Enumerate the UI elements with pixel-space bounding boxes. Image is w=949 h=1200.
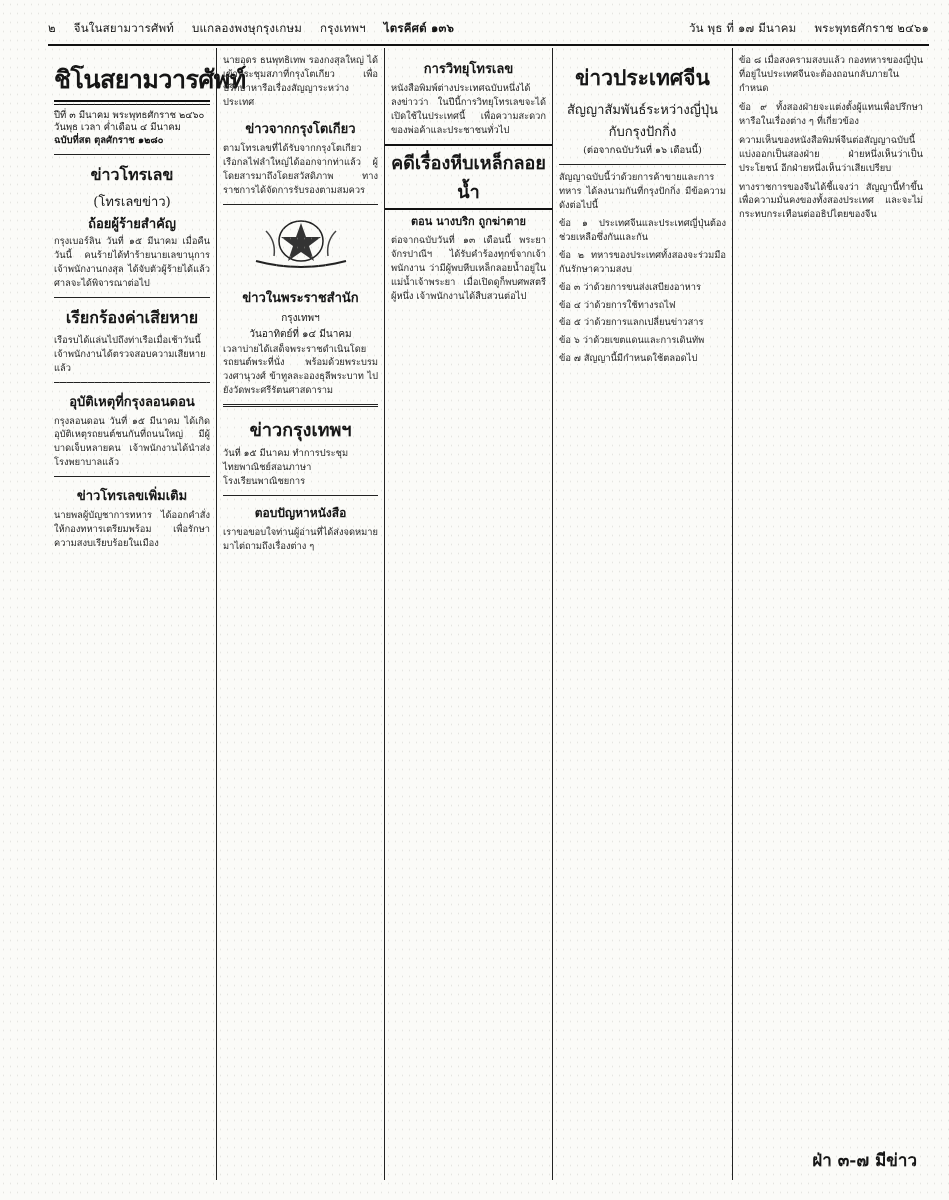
article-text: หนังสือพิมพ์ต่างประเทศฉบับหนึ่งได้ลงข่าวว่า ในปีนี้การวิทยุโทรเลขจะได้เปิดใช้ในประเทศนี้ เพื่อความสะดวกของพ่อค้าและประชาชนทั่วไป [391, 83, 546, 136]
divider [54, 476, 210, 477]
article-clause: ข้อ ๔ ว่าด้วยการใช้ทางรถไฟ [559, 299, 676, 311]
section-title: ข่าวกรุงเทพฯ [249, 420, 352, 442]
divider [54, 382, 210, 383]
article-text: ความเห็นของหนังสือพิมพ์จีนต่อสัญญาฉบับนี้ แบ่งออกเป็นสองฝ่าย ฝ่ายหนึ่งเห็นว่าเป็นประโยชน์ อีกฝ่ายหนึ่งเห็นว่าเสียเปรียบ [739, 134, 923, 174]
court-date: วันอาทิตย์ที่ ๑๔ มีนาคม [249, 328, 352, 340]
issue-year: พระพุทธศักราช ๒๔๖๑ [814, 21, 929, 35]
section-continuation: (ต่อจากฉบับวันที่ ๑๖ เดือนนี้) [583, 145, 702, 156]
running-head [48, 18, 929, 40]
top-rule [48, 44, 929, 46]
list-item: วันที่ ๑๕ มีนาคม ทำการประชุม [223, 448, 349, 460]
issue-line-3: ฉบับที่สต ตุลศักราช ๑๒๘๐ [54, 135, 164, 147]
article-text: เวลาบ่ายได้เสด็จพระราชดำเนินโดยรถยนต์พระที่นั่ง พร้อมด้วยพระบรมวงศานุวงศ์ ข้าทูลละอองธุลีพระบาท ไปยังวัดพระศรีรัตนศาสดาราม [223, 343, 378, 397]
city: กรุงเทพฯ [320, 21, 366, 35]
running-head-right [689, 20, 929, 38]
continued-note: ฝ่า ๓-๗ มีข่าว [812, 1151, 917, 1171]
section-title: ข่าวประเทศจีน [575, 65, 710, 90]
royal-emblem-icon [226, 211, 376, 281]
divider [223, 495, 378, 496]
column-2 [216, 48, 384, 1180]
article-text: ตามโทรเลขที่ได้รับจากกรุงโตเกียว เรือกลไฟลำใหญ่ได้ออกจากท่าแล้ว ผู้โดยสารมาถึงโดยสวัสดิภาพ ทางราชการได้จัดการรับรองตามสมควร [223, 142, 378, 196]
section-subtitle: สัญญาสัมพันธ์ระหว่างญี่ปุ่น [567, 103, 718, 118]
section-subtitle-2: กับกรุงปักกิ่ง [608, 125, 677, 140]
printer-name: บแกลองพงษุกรุงเกษม [192, 21, 303, 35]
serial-byline: ตอน นางบริก ถูกฆ่าตาย [411, 214, 526, 228]
serial-title: คดีเรื่องหีบเหล็กลอยน้ำ [385, 144, 552, 210]
article-text: สัญญาฉบับนี้ว่าด้วยการค้าขายและการทหาร ได้ลงนามกันที่กรุงปักกิ่ง มีข้อความดังต่อไปนี้ [559, 172, 726, 211]
section-title: ตอบปัญหาหนังสือ [254, 506, 347, 521]
article-clause: ข้อ ๓ ว่าด้วยการขนส่งเสบียงอาหาร [559, 281, 702, 293]
issue-number: ไตรคีศต์ ๑๓๖ [383, 21, 455, 35]
article-text: ข้อ ๘ เมื่อสงครามสงบแล้ว กองทหารของญี่ปุ่นที่อยู่ในประเทศจีนจะต้องถอนกลับภายในกำหนด [739, 55, 923, 94]
article-text: กรุงลอนดอน วันที่ ๑๕ มีนาคม ได้เกิดอุบัติเหตุรถยนต์ชนกันที่ถนนใหญ่ มีผู้บาดเจ็บหลายคน เจ้าพนักงานได้นำส่งโรงพยาบาลแล้ว [54, 415, 210, 469]
page-number: ๒ [48, 21, 56, 35]
issue-line-2: วันพุธ เวลา ค่ำเดือน ๔ มีนาคม [54, 122, 181, 134]
court-place: กรุงเทพฯ [281, 312, 320, 324]
article-text: ต่อจากฉบับวันที่ ๑๓ เดือนนี้ พระยาจักรปาณีฯ ได้รับคำร้องทุกข์จากเจ้าพนักงาน ว่ามีผู้พบหีบเหล็กลอยน้ำอยู่ในแม่น้ำเจ้าพระยา เมื่อเปิดดูก็พบศพสตรีผู้หนึ่ง เจ้าพนักงานได้สืบสวนต่อไป [391, 234, 546, 302]
article-clause: ข้อ ๑ ประเทศจีนและประเทศญี่ปุ่นต้องช่วยเหลือซึ่งกันและกัน [559, 217, 726, 243]
article-text: นายพลผู้บัญชาการทหาร ได้ออกคำสั่งให้กองทหารเตรียมพร้อม เพื่อรักษาความสงบเรียบร้อยในเมือง [54, 510, 210, 550]
section-title: ข่าวโทรเลขเพิ่มเติม [76, 489, 188, 505]
masthead-rule [54, 100, 210, 105]
list-item: โรงเรียนพาณิชยการ [223, 476, 306, 488]
section-title: การวิทยุโทรเลข [423, 62, 514, 77]
issue-date: วัน พุธ ที่ ๑๗ มีนาคม [688, 21, 797, 35]
article-text: นายอุดร ธนพุทธิเทพ รองกงสุลใหญ่ ได้เข้าประชุมสภาที่กรุงโตเกียว เพื่อปรึกษาหารือเรื่องสัญญาระหว่างประเทศ [223, 55, 378, 108]
column-5 [732, 48, 929, 1180]
court-news-title: ข่าวในพระราชสำนัก [242, 290, 359, 306]
article-clause: ข้อ ๒ ทหารของประเทศทั้งสองจะร่วมมือกันรักษาความสงบ [559, 249, 726, 275]
divider [54, 154, 210, 155]
masthead-title: ชิโนสยามวารศัพท์ [54, 65, 246, 94]
article-clause: ข้อ ๕ ว่าด้วยการแลกเปลี่ยนข่าวสาร [559, 317, 704, 329]
article-clause: ข้อ ๗ สัญญานี้มีกำหนดใช้ตลอดไป [559, 353, 698, 365]
issue-line-1: ปีที่ ๓ มีนาคม พระพุทธศักราช ๒๔๖๐ [54, 109, 205, 121]
list-item: ไทยพาณิชย์สอนภาษา [223, 462, 312, 474]
article-text: กรุงเบอร์ลิน วันที่ ๑๕ มีนาคม เมื่อคืนวันนี้ คนร้ายได้ทำร้ายนายเลขานุการ เจ้าพนักงานกงสุล ได้จับตัวผู้ร้ายได้แล้ว ศาลจะได้พิจารณาต่อไป [54, 235, 210, 289]
columns [48, 48, 929, 1180]
divider [223, 204, 378, 205]
divider [559, 164, 726, 165]
section-title: อุบัติเหตุที่กรุงลอนดอน [69, 394, 195, 410]
article-text: เราขอขอบใจท่านผู้อ่านที่ได้ส่งจดหมายมาไต่ถามถึงเรื่องต่าง ๆ [223, 527, 378, 552]
article-text: ข้อ ๙ ทั้งสองฝ่ายจะแต่งตั้งผู้แทนเพื่อปรึกษาหารือในเรื่องต่าง ๆ ที่เกี่ยวข้อง [739, 101, 923, 127]
column-1 [48, 48, 246, 1180]
section-subtitle-2: ถ้อยผู้ร้ายสำคัญ [88, 216, 176, 232]
article-text: ทางราชการของจีนได้ชี้แจงว่า สัญญานี้ทำขึ้นเพื่อความมั่นคงของทั้งสองประเทศ และจะไม่กระทบกระเทือนต่ออธิปไตยของจีน [739, 181, 923, 221]
column-3 [384, 48, 552, 1180]
section-subtitle: (โทรเลขข่าว) [93, 194, 171, 210]
divider [223, 404, 378, 407]
paper-name: จีนในสยามวารศัพท์ [73, 21, 175, 35]
running-head-left [48, 20, 454, 38]
section-title: ข่าวโทรเลข [90, 164, 174, 184]
article-text: เรือรบได้แล่นไปถึงท่าเรือเมื่อเช้าวันนี้ เจ้าพนักงานได้ตรวจสอบความเสียหายแล้ว [54, 334, 206, 374]
column-4 [552, 48, 732, 1180]
section-title: เรียกร้องค่าเสียหาย [65, 307, 199, 327]
section-title: ข่าวจากกรุงโตเกียว [245, 121, 356, 137]
divider [54, 297, 210, 298]
article-clause: ข้อ ๖ ว่าด้วยเขตแดนและการเดินทัพ [559, 335, 705, 347]
